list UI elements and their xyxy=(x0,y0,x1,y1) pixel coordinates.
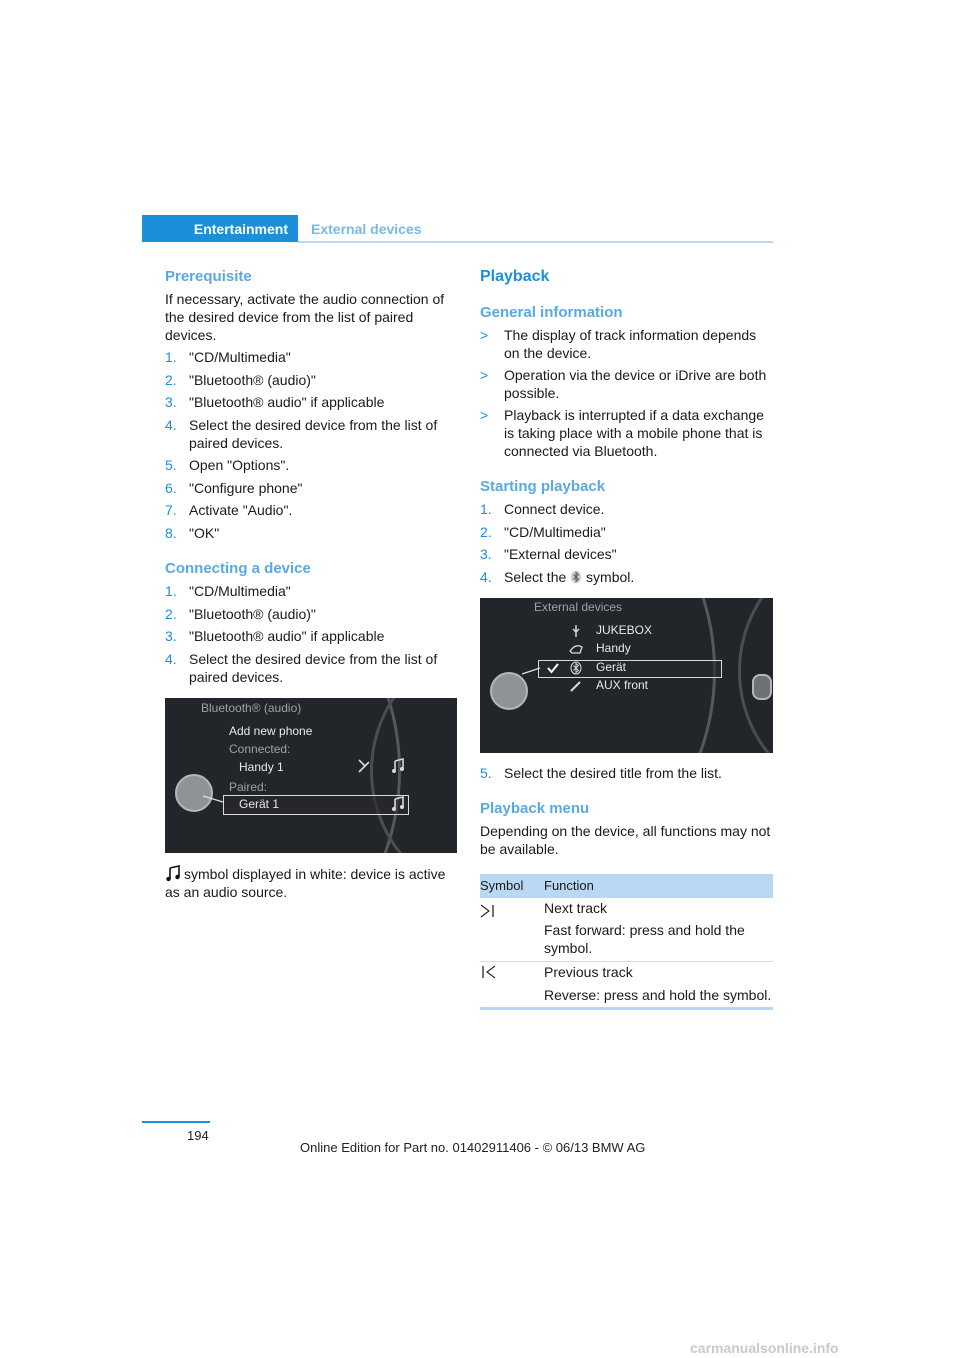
screen-title: Bluetooth® (audio) xyxy=(201,701,302,715)
screen-title: External devices xyxy=(534,600,623,614)
external-devices-screen xyxy=(480,598,773,753)
list-item: 4. Select the desired device from the list of paired devices. xyxy=(165,416,438,451)
note-text: symbol displayed in white: device is active as an audio source. xyxy=(165,866,446,900)
music-note-icon xyxy=(391,758,405,774)
general-info-list xyxy=(480,326,773,464)
bluetooth-audio-screen xyxy=(165,698,457,853)
controller-knob-icon xyxy=(490,672,528,710)
bluetooth-icon xyxy=(570,570,582,584)
page-number-rule xyxy=(142,1121,210,1123)
previous-track-icon xyxy=(480,965,496,979)
starting-playback-step5 xyxy=(480,764,773,787)
prerequisite-heading: Prerequisite xyxy=(165,268,252,285)
next-track-icon xyxy=(480,904,496,918)
phone-icon xyxy=(568,641,584,655)
general-info-heading: General information xyxy=(480,304,623,321)
handy-item: Handy xyxy=(596,641,631,655)
list-item: 7. Activate "Audio". xyxy=(165,502,293,518)
playback-menu-text: Depending on the device, all functions may not be available. xyxy=(480,823,771,857)
pointer-line xyxy=(201,794,225,806)
selection-highlight xyxy=(538,660,722,678)
list-item: 4. Select the desired device from the list of paired devices. xyxy=(165,650,438,685)
list-item: 3. "External devices" xyxy=(480,546,617,562)
table-divider xyxy=(480,961,773,962)
list-item: 1. "CD/Multimedia" xyxy=(165,349,291,365)
table-row xyxy=(480,963,773,1007)
playback-menu-heading: Playback menu xyxy=(480,800,590,817)
list-item: 2. "Bluetooth® (audio)" xyxy=(165,371,316,388)
list-item: 1. "CD/Multimedia" xyxy=(165,583,291,599)
list-item: 1. Connect device. xyxy=(480,501,605,517)
phone-icon xyxy=(355,758,373,774)
footer-text: Online Edition for Part no. 01402911406 - © 06/13 BMW AG xyxy=(300,1140,646,1155)
list-item: > The display of track information depends on the device. xyxy=(480,327,757,361)
connecting-steps xyxy=(165,582,455,690)
function-column-header: Function xyxy=(544,878,594,893)
bluetooth-icon xyxy=(570,661,582,675)
jukebox-item: JUKEBOX xyxy=(596,623,653,637)
table-bottom-rule xyxy=(480,1007,773,1010)
list-item: > Operation via the device or iDrive are both possible. xyxy=(480,367,767,401)
connecting-heading: Connecting a device xyxy=(165,560,311,577)
table-row xyxy=(480,899,773,961)
watermark: carmanualsonline.info xyxy=(690,1340,839,1356)
section-tab xyxy=(142,215,298,242)
function-name: Previous track xyxy=(544,964,633,980)
list-item: 6. "Configure phone" xyxy=(165,479,303,496)
pointer-line xyxy=(520,666,542,676)
list-item: 5. Open "Options". xyxy=(165,457,290,473)
symbol-column-header: Symbol xyxy=(480,878,524,893)
function-description: Reverse: press and hold the symbol. xyxy=(544,987,772,1003)
add-new-phone-item: Add new phone xyxy=(229,724,313,738)
music-note-icon xyxy=(391,796,405,812)
function-name: Next track xyxy=(544,900,608,916)
function-description: Fast forward: press and hold the symbol. xyxy=(544,922,745,956)
gerat-item: Gerät xyxy=(596,660,627,674)
gerat-item: Gerät 1 xyxy=(239,797,280,811)
checkmark-icon xyxy=(546,661,560,675)
list-item: 2. "Bluetooth® (audio)" xyxy=(165,605,316,622)
prerequisite-text: If necessary, activate the audio connection of the desired device from the list of paired devices. xyxy=(165,291,445,343)
paired-label: Paired: xyxy=(229,780,268,794)
display-bezel xyxy=(370,698,457,853)
handy-item: Handy 1 xyxy=(239,760,284,774)
list-item: 5. Select the desired title from the list. xyxy=(480,765,722,781)
list-item: > Playback is interrupted if a data exchange is taking place with a mobile phone that is connected via Bluetooth. xyxy=(480,407,764,459)
page-number: 194 xyxy=(187,1128,209,1143)
list-item: 3. "Bluetooth® audio" if applicable xyxy=(165,394,385,410)
side-knob-icon xyxy=(752,674,772,700)
table-header xyxy=(480,874,773,898)
controller-knob-icon xyxy=(175,774,213,812)
section-title: Entertainment xyxy=(193,221,288,237)
list-item: 8. "OK" xyxy=(165,524,220,541)
list-item: 4. Select the symbol. xyxy=(480,568,635,585)
header-rule xyxy=(298,241,773,243)
playback-heading: Playback xyxy=(480,268,550,285)
prerequisite-steps xyxy=(165,348,455,546)
aux-icon xyxy=(569,679,583,693)
list-item: 3. "Bluetooth® audio" if applicable xyxy=(165,628,385,644)
starting-playback-heading: Starting playback xyxy=(480,478,606,495)
subsection-title: External devices xyxy=(311,221,422,237)
starting-playback-steps xyxy=(480,500,773,590)
aux-front-item: AUX front xyxy=(596,678,649,692)
list-item: 2. "CD/Multimedia" xyxy=(480,523,606,540)
usb-icon xyxy=(570,624,582,638)
connected-label: Connected: xyxy=(229,742,291,756)
